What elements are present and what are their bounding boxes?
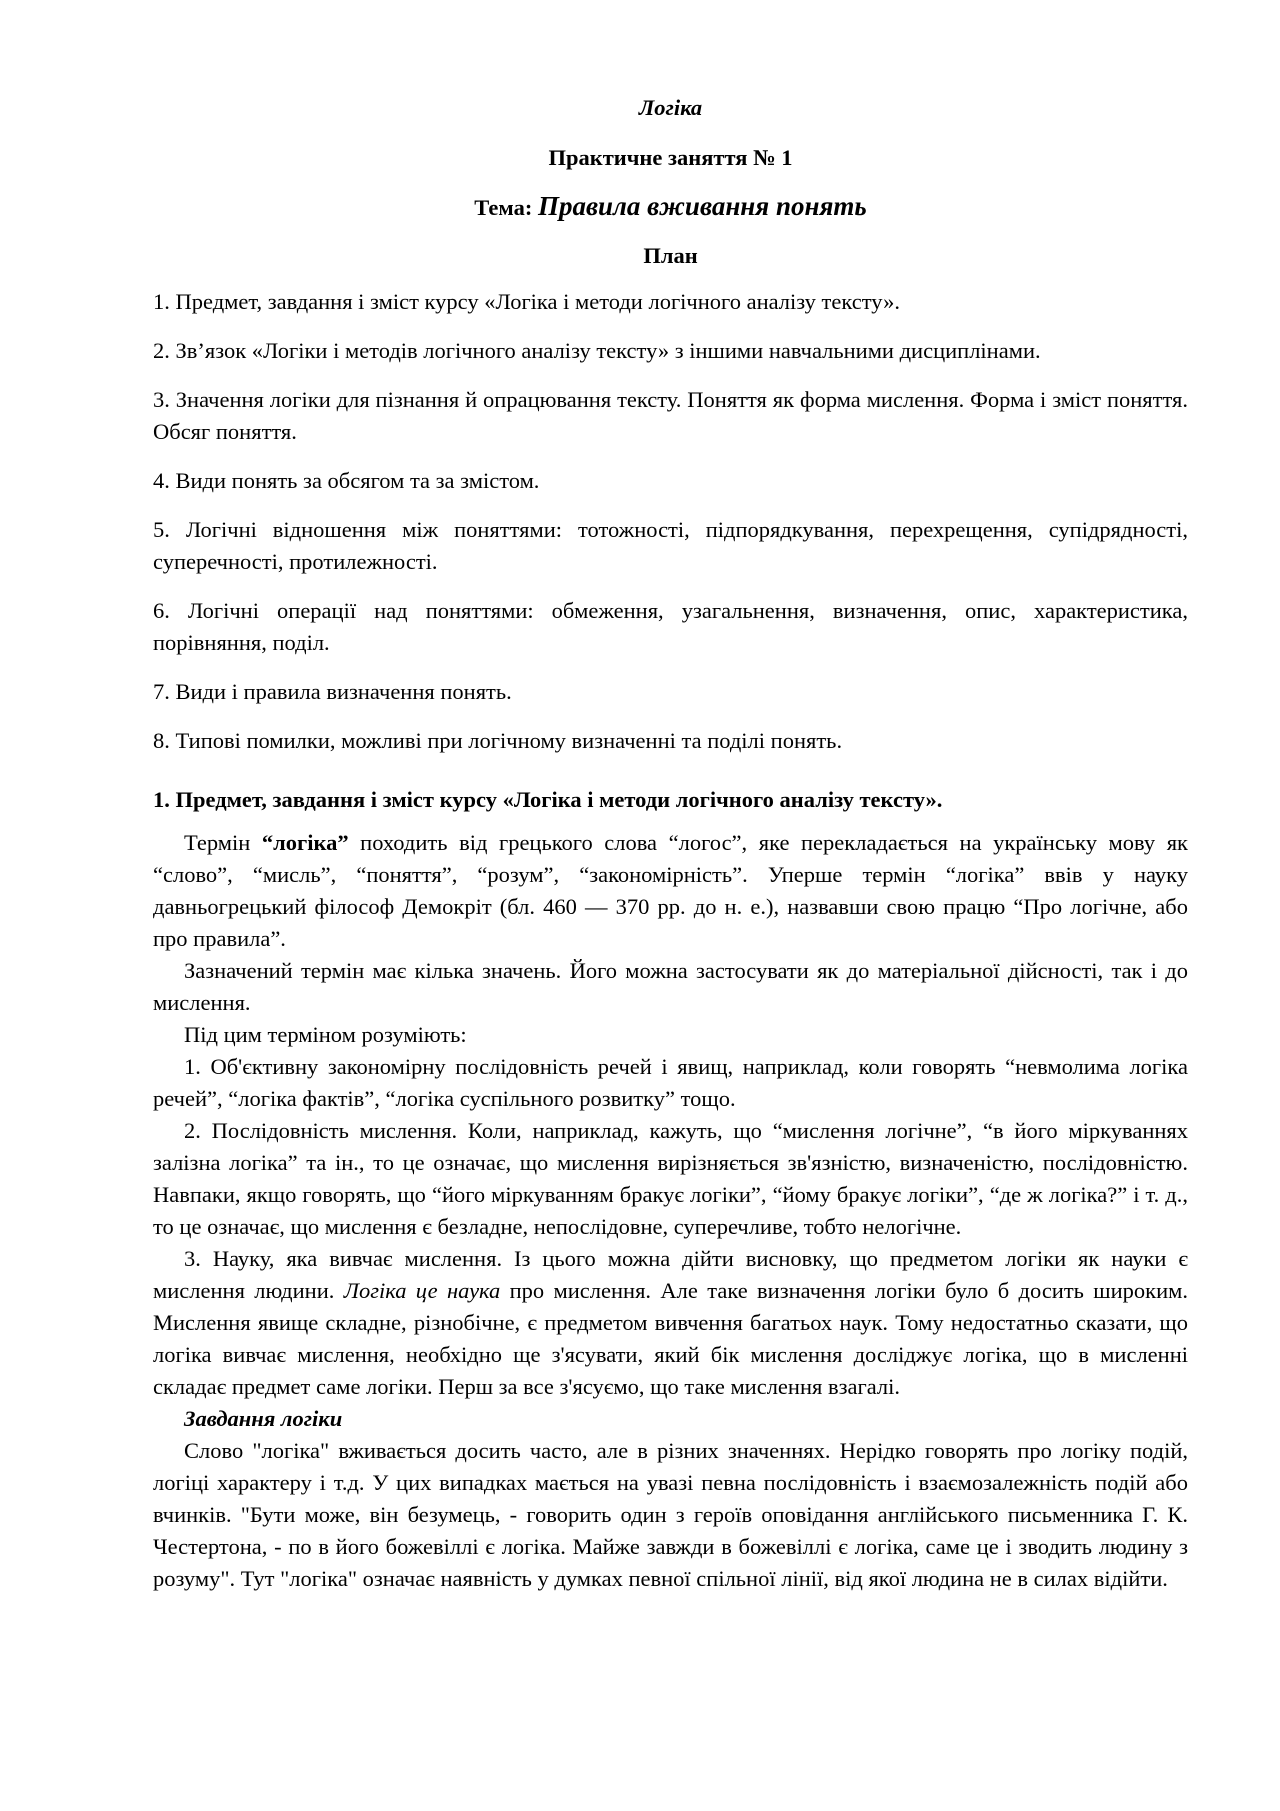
paragraph-meaning-2: 2. Послідовність мислення. Коли, наприклад, кажуть, що “мислення логічне”, “в його міркуваннях залізна логіка” та ін., то це означає, що мислення вирізняється зв'язністю, визначеністю, послідовністю. Навпаки, якщо говорять, що “його міркуванням бракує логіки”, “йому бракує логіки”, “де ж логіка?” і т. д., то це означає, що мислення є безладне, непослідовне, суперечливе, тобто нелогічне. xyxy=(153,1118,1188,1239)
plan-item: 2. Зв’язок «Логіки і методів логічного аналізу тексту» з іншими навчальними дисциплінами. xyxy=(153,338,1041,363)
topic-value: Правила вживання понять xyxy=(537,191,867,221)
plan-item: 6. Логічні операції над поняттями: обмеження, узагальнення, визначення, опис, характеристика, порівняння, поділ. xyxy=(153,598,1188,655)
lesson-title: Практичне заняття № 1 xyxy=(548,145,793,170)
plan-list xyxy=(153,286,1188,757)
paragraph-understanding: Під цим терміном розуміють: xyxy=(184,1022,467,1047)
topic-label: Тема xyxy=(474,195,525,220)
paragraph-text: 3. Науку, яка вивчає мислення. Із цього можна дійти висновку, що предметом логіки як науки є мислення людини. xyxy=(153,1246,1188,1303)
paragraph-meanings: Зазначений термін має кілька значень. Його можна застосувати як до матеріальної дійсності, так і до мислення. xyxy=(153,958,1188,1015)
section-heading: 1. Предмет, завдання і зміст курсу «Логіка і методи логічного аналізу тексту». xyxy=(153,787,943,812)
paragraph-text: Термін xyxy=(184,830,262,855)
topic-line xyxy=(153,190,1188,224)
plan-item: 8. Типові помилки, можливі при логічному визначенні та поділі понять. xyxy=(153,728,843,753)
italic-definition: Логіка це наука xyxy=(343,1278,501,1303)
plan-item: 5. Логічні відношення між поняттями: тотожності, підпорядкування, перехрещення, супідрядності, суперечності, протилежності. xyxy=(153,517,1188,574)
plan-item: 3. Значення логіки для пізнання й опрацювання тексту. Поняття як форма мислення. Форма і зміст поняття. Обсяг поняття. xyxy=(153,387,1188,444)
term-highlight: “логіка” xyxy=(261,830,349,855)
document-page xyxy=(153,92,1188,1595)
topic-separator: : xyxy=(524,195,538,220)
paragraph-word-logic: Слово "логіка" вживається досить часто, але в різних значеннях. Нерідко говорять про логіку подій, логіці характеру і т.д. У цих випадках мається на увазі певна послідовність і взаємозалежність подій або вчинків. "Бути може, він безумець, - говорить один з героїв оповідання англійського письменника Г. К. Честертона, - по в його божевіллі є логіка. Майже завжди в божевіллі є логіка, саме це і зводить людину з розуму". Тут "логіка" означає наявність у думках певної спільної лінії, від якої людина не в силах відійти. xyxy=(153,1438,1188,1591)
plan-item: 4. Види понять за обсягом та за змістом. xyxy=(153,468,540,493)
plan-item: 1. Предмет, завдання і зміст курсу «Логіка і методи логічного аналізу тексту». xyxy=(153,289,900,314)
paragraph-text: походить від грецького слова “логос”, яке перекладається на українську мову як “слово”, “мисль”, “поняття”, “розум”, “закономірність”. Уперше термін “логіка” ввів у науку давньогрецький філософ Демокріт (бл. 460 — 370 рр. до н. е.), назвавши свою працю “Про логічне, або про правила”. xyxy=(153,830,1188,951)
subject-title: Логіка xyxy=(638,95,703,120)
plan-item: 7. Види і правила визначення понять. xyxy=(153,679,512,704)
plan-heading: План xyxy=(643,243,698,268)
paragraph-text: про мислення. Але таке визначення логіки було б досить широким. Мислення явище складне, різнобічне, є предметом вивчення багатьох наук. Тому недостатньо сказати, що логіка вивчає мислення, необхідно ще з'ясувати, який бік мислення досліджує логіка, що в мисленні складає предмет саме логіки. Перш за все з'ясуємо, що таке мислення взагалі. xyxy=(153,1278,1188,1399)
paragraph-meaning-1: 1. Об'єктивну закономірну послідовність речей і явищ, наприклад, коли говорять “невмолима логіка речей”, “логіка фактів”, “логіка суспільного розвитку” тощо. xyxy=(153,1054,1188,1111)
paragraph-term-origin xyxy=(153,827,1188,955)
paragraph-meaning-3 xyxy=(153,1243,1188,1403)
subheading-tasks: Завдання логіки xyxy=(184,1406,343,1431)
